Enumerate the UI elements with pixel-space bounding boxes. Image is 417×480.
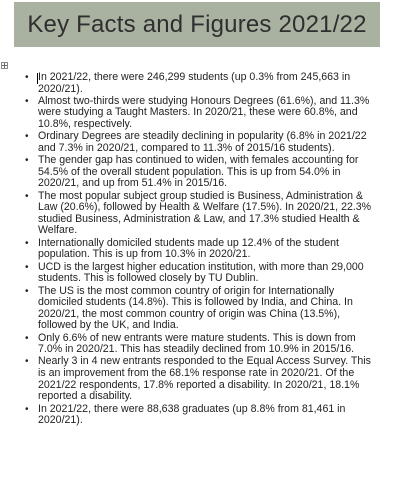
list-item[interactable] [25,331,376,356]
fact-text: The US is the most common country of origin for Internationally domiciled students (14.8%). This is followed by India, and China. In 2020/21, the most common country of origin was China (13.5%), followed by the UK, and India. [38,284,353,332]
list-item[interactable] [25,189,376,237]
list-item[interactable] [25,71,376,95]
list-item[interactable] [25,130,376,154]
fact-text: Nearly 3 in 4 new entrants responded to the Equal Access Survey. This is an improvement from the 68.1% response rate in 2020/21. Of the 2021/22 respondents, 17.8% reported a disability. In 2020/21, 18.1% reported a disability. [38,355,371,403]
list-item[interactable] [25,355,376,403]
bullet-icon: • [25,131,29,143]
fact-text: Only 6.6% of new entrants were mature students. This is down from 7.0% in 2020/21. This has steadily declined from 10.9% in 2015/16. [38,331,356,356]
bullet-icon: • [25,190,29,202]
fact-text: Internationally domiciled students made up 12.4% of the student population. This is up from 10.3% in 2020/21. [38,236,339,261]
fact-text: UCD is the largest higher education institution, with more than 29,000 students. This is followed closely by TU Dublin. [38,260,364,285]
page-title: Key Facts and Figures 2021/22 [27,10,367,38]
list-item[interactable] [25,236,376,261]
bullet-icon: • [25,403,29,415]
bullet-icon: • [25,155,29,167]
bullet-icon: • [25,285,29,297]
list-item[interactable] [25,94,376,131]
title-banner [14,2,380,47]
fact-text: In 2021/22, there were 246,299 students (up 0.3% from 245,663 in 2020/21). [38,71,351,95]
bullet-icon: • [25,332,29,344]
list-item[interactable] [25,154,376,190]
fact-text: Ordinary Degrees are steadily declining in popularity (6.8% in 2021/22 and 7.3% in 2020/21, compared to 11.3% of 2015/16 students). [38,130,367,154]
fact-text: In 2021/22, there were 88,638 graduates (up 8.8% from 81,461 in 2020/21). [38,402,346,427]
list-item[interactable] [25,402,376,427]
bullet-icon: • [25,95,29,107]
bullet-icon: • [25,72,29,83]
fact-text: The gender gap has continued to widen, with females accounting for 54.5% of the overall student population. This is up from 54.0% in 2020/21, and up from 51.4% in 2015/16. [38,154,359,190]
move-handle-icon[interactable] [1,62,8,69]
fact-text: The most popular subject group studied is Business, Administration & Law (20.6%), followed by Health & Welfare (17.5%). In 2020/21, 22.3% studied Business, Administration & Law, and 17.3% studied Health & Welfare. [38,189,372,237]
list-item[interactable] [25,260,376,285]
key-facts-list [25,71,376,427]
bullet-icon: • [25,356,29,368]
list-item[interactable] [25,284,376,332]
bullet-icon: • [25,237,29,249]
bullet-icon: • [25,261,29,273]
fact-text: Almost two-thirds were studying Honours Degrees (61.6%), and 11.3% were studying a Taught Masters. In 2020/21, these were 60.8%, and 10.8%, respectively. [38,94,370,131]
